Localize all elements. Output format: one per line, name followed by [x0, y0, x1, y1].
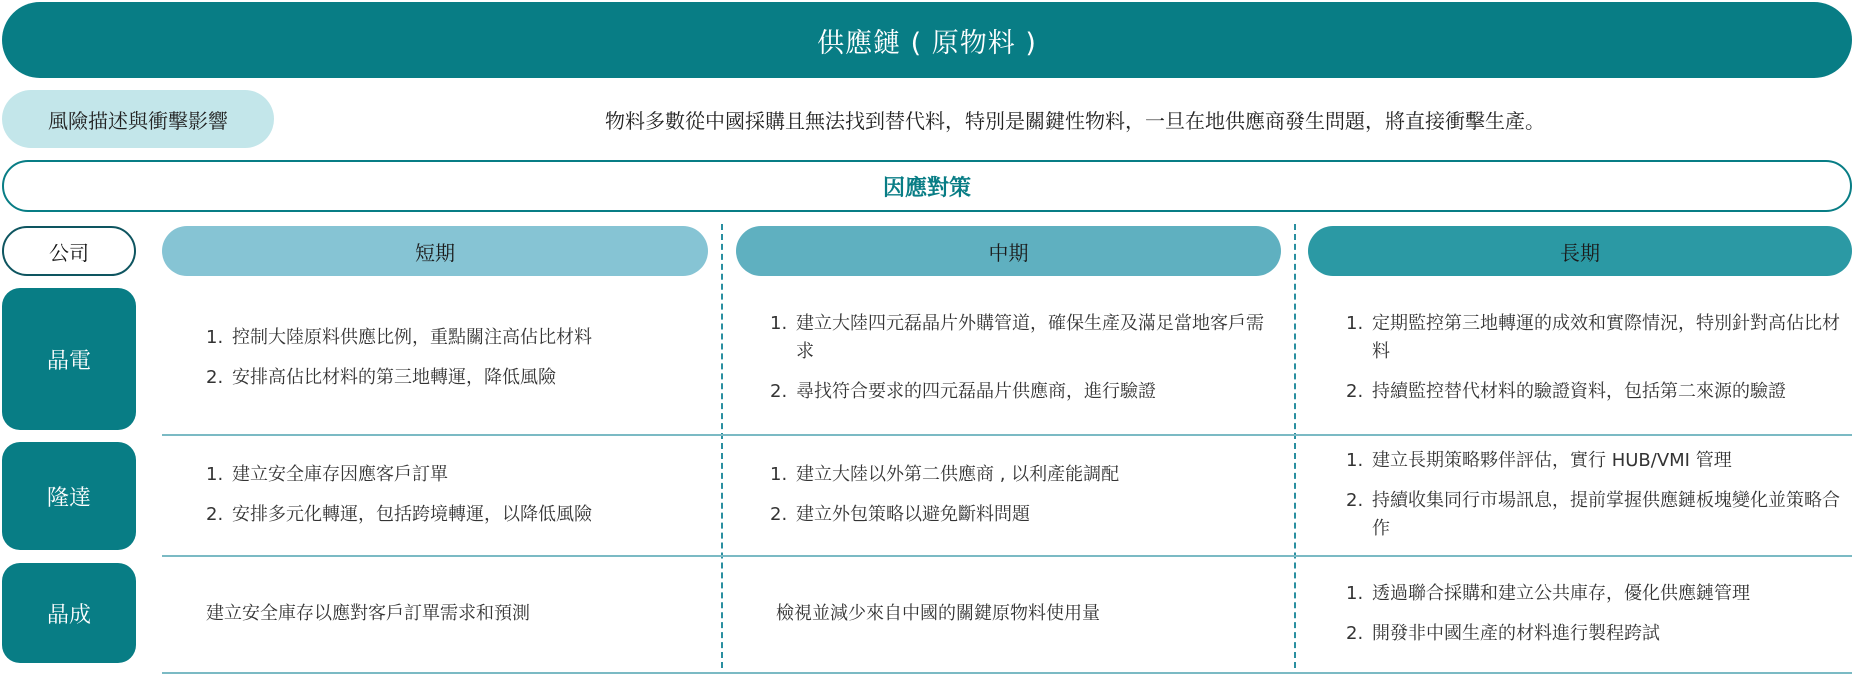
- long-term-header: 長期: [1308, 226, 1852, 276]
- company-longda: 隆達: [2, 442, 136, 550]
- list-item: 1. 控制大陸原料供應比例，重點關注高佔比材料: [206, 327, 592, 348]
- long-term-cell: [1346, 438, 1848, 552]
- mid-term-cell: [770, 438, 1280, 552]
- short-term-text: 建立安全庫存以應對客戶訂單需求和預測: [206, 603, 530, 624]
- company-jingdian: 晶電: [2, 288, 136, 430]
- list-item: 1. 定期監控第三地轉運的成效和實際情況，特別針對高佔比材料: [1346, 313, 1840, 362]
- list-item: 2. 安排多元化轉運，包括跨境轉運，以降低風險: [206, 504, 592, 525]
- column-divider: [1294, 224, 1296, 668]
- page-title: 供應鏈 ( 原物料 ): [2, 2, 1852, 78]
- long-term-cell: [1346, 559, 1848, 669]
- row-divider: [162, 434, 1852, 436]
- response-banner: 因應對策: [2, 160, 1852, 212]
- mid-term-cell: [776, 559, 1280, 669]
- list-item: 2. 開發非中國生產的材料進行製程跨試: [1346, 623, 1660, 644]
- list-item: 2. 尋找符合要求的四元磊晶片供應商，進行驗證: [770, 381, 1156, 402]
- list-item: 1. 透過聯合採購和建立公共庫存，優化供應鏈管理: [1346, 583, 1750, 604]
- list-item: 2. 持續監控替代材料的驗證資料，包括第二來源的驗證: [1346, 381, 1786, 402]
- company-header: 公司: [2, 226, 136, 276]
- risk-description: 物料多數從中國採購且無法找到替代料，特別是關鍵性物料，一旦在地供應商發生問題，將直接衝擊生產。: [605, 108, 1545, 133]
- short-term-cell: [206, 559, 706, 669]
- list-item: 1. 建立大陸四元磊晶片外購管道，確保生產及滿足當地客戶需求: [770, 313, 1264, 362]
- mid-term-cell: [770, 284, 1280, 432]
- list-item: 1. 建立安全庫存因應客戶訂單: [206, 464, 448, 485]
- company-jingcheng: 晶成: [2, 563, 136, 663]
- short-term-header: 短期: [162, 226, 708, 276]
- short-term-cell: [206, 284, 706, 432]
- list-item: 1. 建立大陸以外第二供應商 , 以利產能調配: [770, 464, 1120, 485]
- list-item: 2. 建立外包策略以避免斷料問題: [770, 504, 1030, 525]
- long-term-cell: [1346, 284, 1848, 432]
- row-divider: [162, 672, 1852, 674]
- mid-term-text: 檢視並減少來自中國的關鍵原物料使用量: [776, 603, 1100, 624]
- short-term-cell: [206, 438, 706, 552]
- list-item: 1. 建立長期策略夥伴評估，實行 HUB/VMI 管理: [1346, 450, 1732, 471]
- mid-term-header: 中期: [736, 226, 1281, 276]
- column-divider: [721, 224, 723, 668]
- list-item: 2. 安排高佔比材料的第三地轉運，降低風險: [206, 367, 556, 388]
- row-divider: [162, 555, 1852, 557]
- list-item: 2. 持續收集同行市場訊息，提前掌握供應鏈板塊變化並策略合作: [1346, 490, 1840, 539]
- risk-label: 風險描述與衝擊影響: [2, 90, 274, 148]
